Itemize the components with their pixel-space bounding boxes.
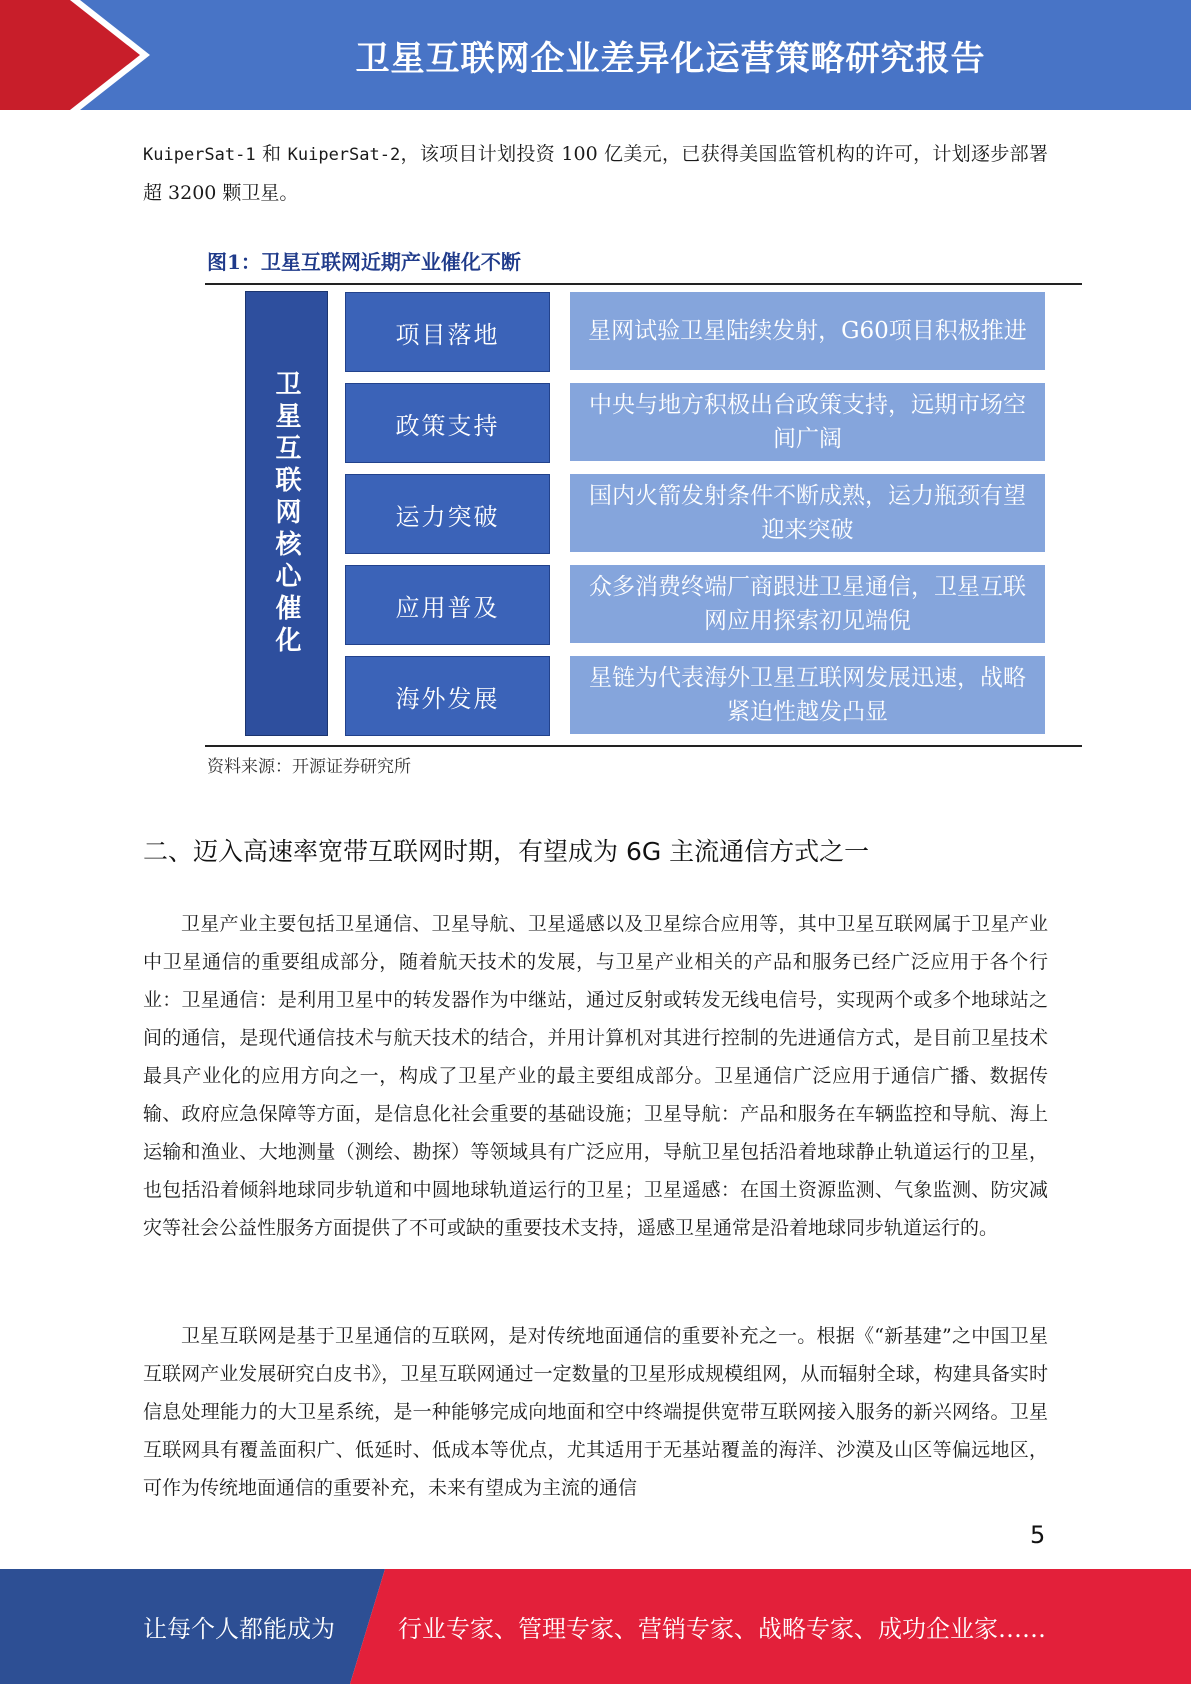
figure-description-box: 中央与地方积极出台政策支持，远期市场空间广阔 (570, 383, 1045, 461)
header-title: 卫星互联网企业差异化运营策略研究报告 (355, 38, 986, 79)
header-chevron-icon (0, 0, 150, 110)
figure-bottom-rule (205, 745, 1082, 747)
intro-paragraph (143, 135, 1048, 212)
intro-text: ，该项目计划投资 100 亿美元，已获得美国监管机构的许可，计划逐步部署超 3200 颗卫星。 (143, 143, 1048, 204)
kuipersat-1-name: KuiperSat-1 (143, 145, 256, 165)
figure-description-box: 众多消费终端厂商跟进卫星通信，卫星互联网应用探索初见端倪 (570, 565, 1045, 643)
section-heading: 二、迈入高速率宽带互联网时期，有望成为 6G 主流通信方式之一 (143, 837, 870, 866)
intro-conjunction: 和 (255, 143, 288, 165)
figure-title: 图1：卫星互联网近期产业催化不断 (207, 250, 521, 274)
figure-core-column (245, 291, 328, 736)
figure-description-box: 国内火箭发射条件不断成熟，运力瓶颈有望迎来突破 (570, 474, 1045, 552)
kuipersat-2-name: KuiperSat-2 (287, 145, 401, 165)
figure-category-box: 应用普及 (345, 565, 550, 645)
footer-right-text: 行业专家、管理专家、营销专家、战略专家、成功企业家…… (398, 1615, 1046, 1643)
figure-top-rule (205, 283, 1082, 285)
page-number: 5 (1030, 1521, 1046, 1549)
page-footer (0, 1569, 1191, 1684)
figure-category-box: 政策支持 (345, 383, 550, 463)
figure-core-label: 卫星互联网核心催化 (271, 369, 301, 658)
figure-category-box: 运力突破 (345, 474, 550, 554)
page-header (0, 0, 1191, 110)
figure-description-box: 星网试验卫星陆续发射，G60项目积极推进 (570, 292, 1045, 370)
figure-description-box: 星链为代表海外卫星互联网发展迅速，战略紧迫性越发凸显 (570, 656, 1045, 734)
body-paragraph-2: 卫星互联网是基于卫星通信的互联网，是对传统地面通信的重要补充之一。根据《“新基建”之中国卫星互联网产业发展研究白皮书》，卫星互联网通过一定数量的卫星形成规模组网，从而辐射全球，构建具备实时信息处理能力的大卫星系统，是一种能够完成向地面和空中终端提供宽带互联网接入服务的新兴网络。卫星互联网具有覆盖面积广、低延时、低成本等优点，尤其适用于无基站覆盖的海洋、沙漠及山区等偏远地区，可作为传统地面通信的重要补充，未来有望成为主流的通信 (143, 1325, 1048, 1499)
figure-source: 资料来源：开源证券研究所 (207, 757, 411, 777)
footer-left-text: 让每个人都能成为 (143, 1615, 335, 1643)
figure-category-box: 海外发展 (345, 656, 550, 736)
figure-category-box: 项目落地 (345, 292, 550, 372)
body-paragraph-1: 卫星产业主要包括卫星通信、卫星导航、卫星遥感以及卫星综合应用等，其中卫星互联网属于卫星产业中卫星通信的重要组成部分，随着航天技术的发展，与卫星产业相关的产品和服务已经广泛应用于各个行业：卫星通信：是利用卫星中的转发器作为中继站，通过反射或转发无线电信号，实现两个或多个地球站之间的通信，是现代通信技术与航天技术的结合，并用计算机对其进行控制的先进通信方式，是目前卫星技术最具产业化的应用方向之一，构成了卫星产业的最主要组成部分。卫星通信广泛应用于通信广播、数据传输、政府应急保障等方面，是信息化社会重要的基础设施；卫星导航：产品和服务在车辆监控和导航、海上运输和渔业、大地测量（测绘、勘探）等领域具有广泛应用，导航卫星包括沿着地球静止轨道运行的卫星，也包括沿着倾斜地球同步轨道和中圆地球轨道运行的卫星；卫星遥感：在国土资源监测、气象监测、防灾减灾等社会公益性服务方面提供了不可或缺的重要技术支持，遥感卫星通常是沿着地球同步轨道运行的。 (143, 913, 1048, 1239)
